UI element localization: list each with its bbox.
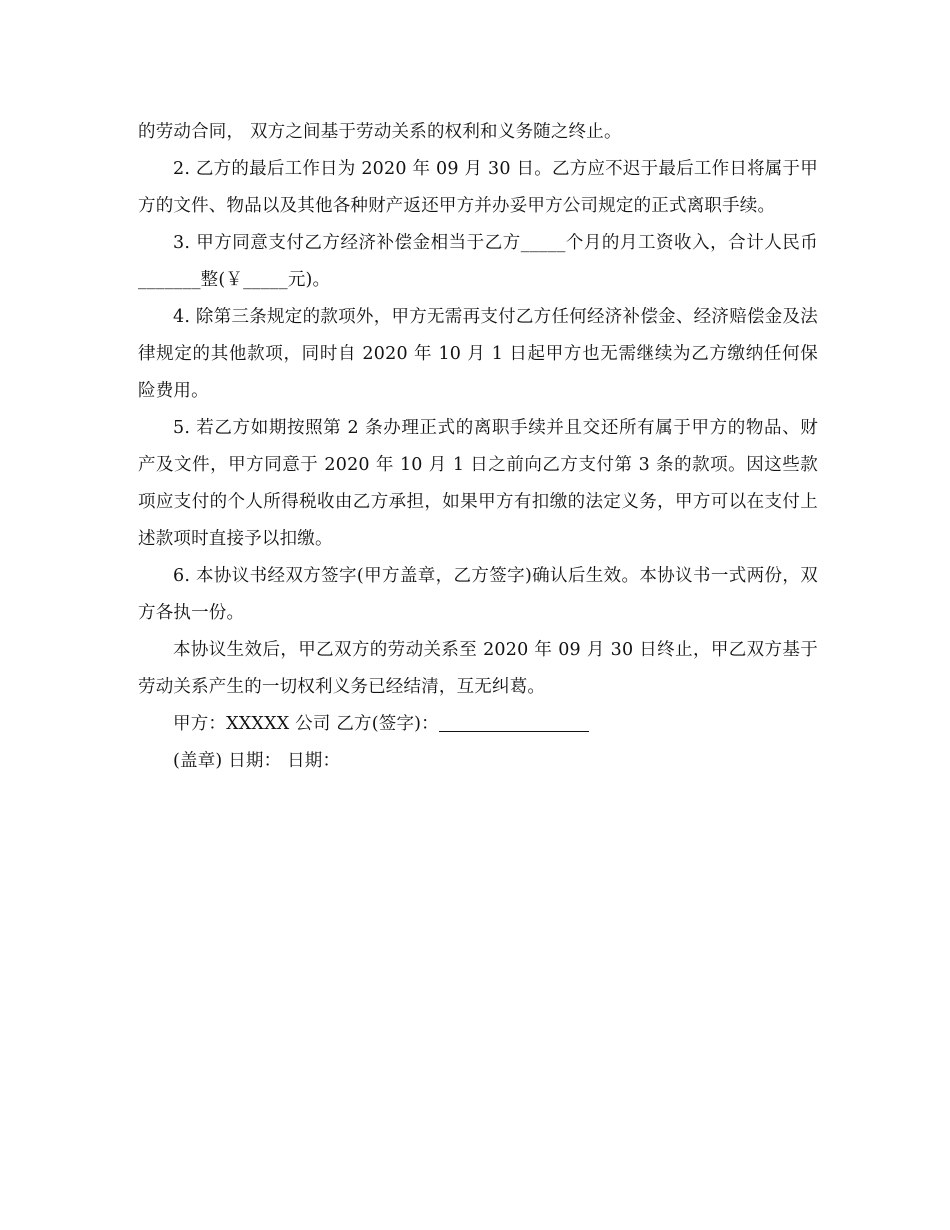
clause-4: 4. 除第三条规定的款项外，甲方无需再支付乙方任何经济补偿金、经济赔偿金及法律规定的其他款项，同时自 2020 年 10 月 1 日起甲方也无需继续为乙方缴纳任何保险费用。 bbox=[138, 307, 818, 401]
clause-5: 5. 若乙方如期按照第 2 条办理正式的离职手续并且交还所有属于甲方的物品、财产及文件，甲方同意于 2020 年 10 月 1 日之前向乙方支付第 3 条的款项。因这些款项应支付的个人所得税收由乙方承担，如果甲方有扣缴的法定义务，甲方可以在支付上述款项时直接予以扣缴。 bbox=[138, 418, 818, 549]
document-page bbox=[138, 114, 818, 780]
party-a-label: 甲方：XXXXX 公司 bbox=[173, 714, 331, 734]
effect-clause: 本协议生效后，甲乙双方的劳动关系至 2020 年 09 月 30 日终止，甲乙双方基于劳动关系产生的一切权利义务已经结清，互无纠葛。 bbox=[138, 640, 818, 697]
clause-2: 2. 乙方的最后工作日为 2020 年 09 月 30 日。乙方应不迟于最后工作日将属于甲方的文件、物品以及其他各种财产返还甲方并办妥甲方公司规定的正式离职手续。 bbox=[138, 159, 818, 216]
signature-line bbox=[138, 706, 818, 743]
party-b-label: 乙方(签字)： bbox=[336, 714, 439, 734]
paragraph-continuation: 的劳动合同， 双方之间基于劳动关系的权利和义务随之终止。 bbox=[138, 122, 622, 142]
clause-3: 3. 甲方同意支付乙方经济补偿金相当于乙方_____个月的月工资收入，合计人民币_______整(￥_____元)。 bbox=[138, 233, 818, 290]
seal-date-line: (盖章) 日期： 日期： bbox=[173, 751, 341, 771]
signature-blank bbox=[439, 713, 589, 732]
clause-6: 6. 本协议书经双方签字(甲方盖章，乙方签字)确认后生效。本协议书一式两份，双方各执一份。 bbox=[138, 566, 818, 623]
